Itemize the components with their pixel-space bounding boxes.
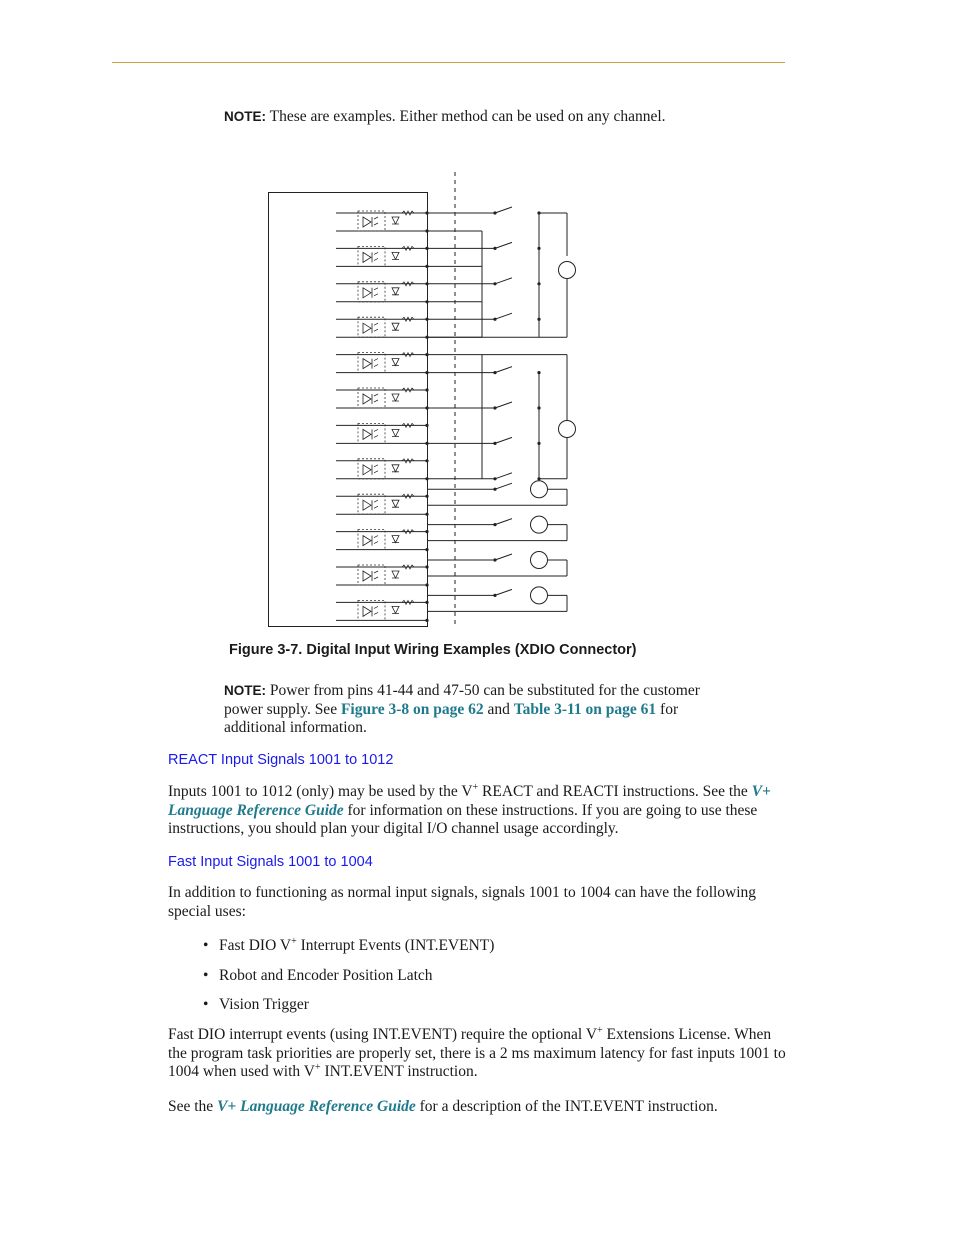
led-icon <box>363 500 372 510</box>
light-arrow-icon <box>374 288 378 296</box>
note-text: Power from pins 41-44 and 47-50 can be substituted for the customer power supply. See <box>224 682 700 718</box>
light-arrow-icon <box>374 606 378 614</box>
text: Extensions License. When the program task priorities are properly set, there is a 2 ms maximum latency for fast inputs 1001 to 1004 when used with V <box>168 1026 786 1080</box>
optocoupler-box <box>358 530 385 550</box>
terminal-dot <box>425 565 428 568</box>
bullet-item <box>203 937 494 956</box>
light-arrow-icon <box>374 571 378 579</box>
diode-icon <box>392 252 399 259</box>
fast-section-heading[interactable]: Fast Input Signals 1001 to 1004 <box>168 854 373 870</box>
fast-dio-paragraph <box>168 1026 788 1082</box>
language-guide-link[interactable]: V+ Language Reference Guide <box>217 1098 416 1115</box>
see-also-paragraph <box>168 1098 788 1117</box>
text: INT.EVENT instruction. <box>320 1063 478 1080</box>
switch-blade <box>495 242 512 248</box>
note-text: for additional information. <box>224 700 679 736</box>
led-icon <box>363 252 372 262</box>
power-supply-symbol <box>559 262 576 279</box>
superscript: + <box>472 781 479 793</box>
bullet-item <box>203 996 309 1015</box>
terminal-dot <box>425 495 428 498</box>
terminal-dot <box>425 424 428 427</box>
optocoupler-box <box>358 211 385 231</box>
led-icon <box>363 429 372 439</box>
superscript: + <box>291 935 297 947</box>
diode-icon <box>392 217 399 224</box>
switch-blade <box>495 554 512 560</box>
light-arrow-icon <box>374 323 378 331</box>
react-section-heading[interactable]: REACT Input Signals 1001 to 1012 <box>168 752 394 768</box>
switch-blade <box>495 437 512 443</box>
terminal-dot <box>425 459 428 462</box>
note-label: NOTE: <box>224 109 266 124</box>
diode-icon <box>392 288 399 295</box>
led-icon <box>363 606 372 616</box>
text: Fast DIO interrupt events (using INT.EVENT) require the optional V <box>168 1026 598 1043</box>
power-supply-symbol <box>531 516 548 533</box>
note-text: and <box>483 700 514 718</box>
optocoupler-box <box>358 565 385 585</box>
note-examples <box>224 108 666 127</box>
text: Vision Trigger <box>219 996 309 1013</box>
text: Fast DIO V <box>219 937 292 954</box>
light-arrow-icon <box>374 252 378 260</box>
light-arrow-icon <box>374 536 378 544</box>
switch-blade <box>495 519 512 525</box>
led-icon <box>363 359 372 369</box>
bullet-item <box>203 967 433 986</box>
terminal-dot <box>425 548 428 551</box>
terminal-dot <box>425 530 428 533</box>
switch-blade <box>495 207 512 213</box>
optocoupler-box <box>358 282 385 302</box>
terminal-dot <box>425 619 428 622</box>
diode-icon <box>392 571 399 578</box>
optocoupler-box <box>358 317 385 337</box>
text: for a description of the INT.EVENT instruction. <box>415 1098 718 1115</box>
led-icon <box>363 571 372 581</box>
diode-icon <box>392 323 399 330</box>
switch-blade <box>495 473 512 479</box>
text: See the <box>168 1098 218 1115</box>
switch-blade <box>495 313 512 319</box>
power-supply-symbol <box>531 552 548 569</box>
led-icon <box>363 288 372 298</box>
led-icon <box>363 217 372 227</box>
language-guide-link[interactable]: V+ Language Reference Guide <box>168 783 771 819</box>
note-power <box>224 682 724 738</box>
diode-icon <box>392 465 399 472</box>
light-arrow-icon <box>374 394 378 402</box>
light-arrow-icon <box>374 217 378 225</box>
led-icon <box>363 394 372 404</box>
table-3-11-link[interactable]: Table 3-11 on page 61 <box>513 700 657 718</box>
header-rule <box>112 62 785 63</box>
power-supply-symbol <box>559 421 576 438</box>
text: Inputs 1001 to 1012 (only) may be used by the V <box>168 783 473 800</box>
led-icon <box>363 536 372 546</box>
optocoupler-box <box>358 494 385 514</box>
diode-icon <box>392 429 399 436</box>
led-icon <box>363 323 372 333</box>
diode-icon <box>392 606 399 613</box>
light-arrow-icon <box>374 359 378 367</box>
terminal-dot <box>425 513 428 516</box>
diode-icon <box>392 359 399 366</box>
note-text: These are examples. Either method can be used on any channel. <box>266 108 666 125</box>
light-arrow-icon <box>374 465 378 473</box>
optocoupler-box <box>358 246 385 266</box>
terminal-dot <box>425 601 428 604</box>
switch-blade <box>495 402 512 408</box>
react-paragraph <box>168 783 788 839</box>
optocoupler-box <box>358 600 385 620</box>
light-arrow-icon <box>374 429 378 437</box>
diode-icon <box>392 394 399 401</box>
diode-icon <box>392 500 399 507</box>
switch-blade <box>495 589 512 595</box>
bullet-dot: • <box>203 996 209 1013</box>
figure-caption: Figure 3-7. Digital Input Wiring Examples (XDIO Connector) <box>229 642 637 658</box>
text: for information on these instructions. If you are going to use these instructions, you should plan your digital I/O channel usage accordingly. <box>168 801 758 837</box>
wiring-diagram <box>262 168 582 633</box>
optocoupler-box <box>358 459 385 479</box>
controller-box <box>269 193 428 627</box>
fast-intro: In addition to functioning as normal input signals, signals 1001 to 1004 can have the following special uses: <box>168 884 757 920</box>
diode-icon <box>392 536 399 543</box>
switch-blade <box>495 367 512 373</box>
superscript: + <box>314 1061 321 1073</box>
switch-blade <box>495 278 512 284</box>
superscript: + <box>597 1024 603 1036</box>
text: Robot and Encoder Position Latch <box>219 967 433 984</box>
text: Interrupt Events (INT.EVENT) <box>296 937 495 954</box>
optocoupler-box <box>358 388 385 408</box>
bullet-dot: • <box>203 937 209 954</box>
note-label: NOTE: <box>224 683 266 698</box>
terminal-dot <box>425 583 428 586</box>
figure-3-8-link[interactable]: Figure 3-8 on page 62 <box>340 700 484 718</box>
optocoupler-box <box>358 353 385 373</box>
led-icon <box>363 465 372 475</box>
terminal-dot <box>425 388 428 391</box>
light-arrow-icon <box>374 500 378 508</box>
switch-blade <box>495 483 512 489</box>
optocoupler-box <box>358 423 385 443</box>
power-supply-symbol <box>531 587 548 604</box>
bullet-dot: • <box>203 967 209 984</box>
text: REACT and REACTI instructions. See the <box>478 783 752 800</box>
power-supply-symbol <box>531 481 548 498</box>
